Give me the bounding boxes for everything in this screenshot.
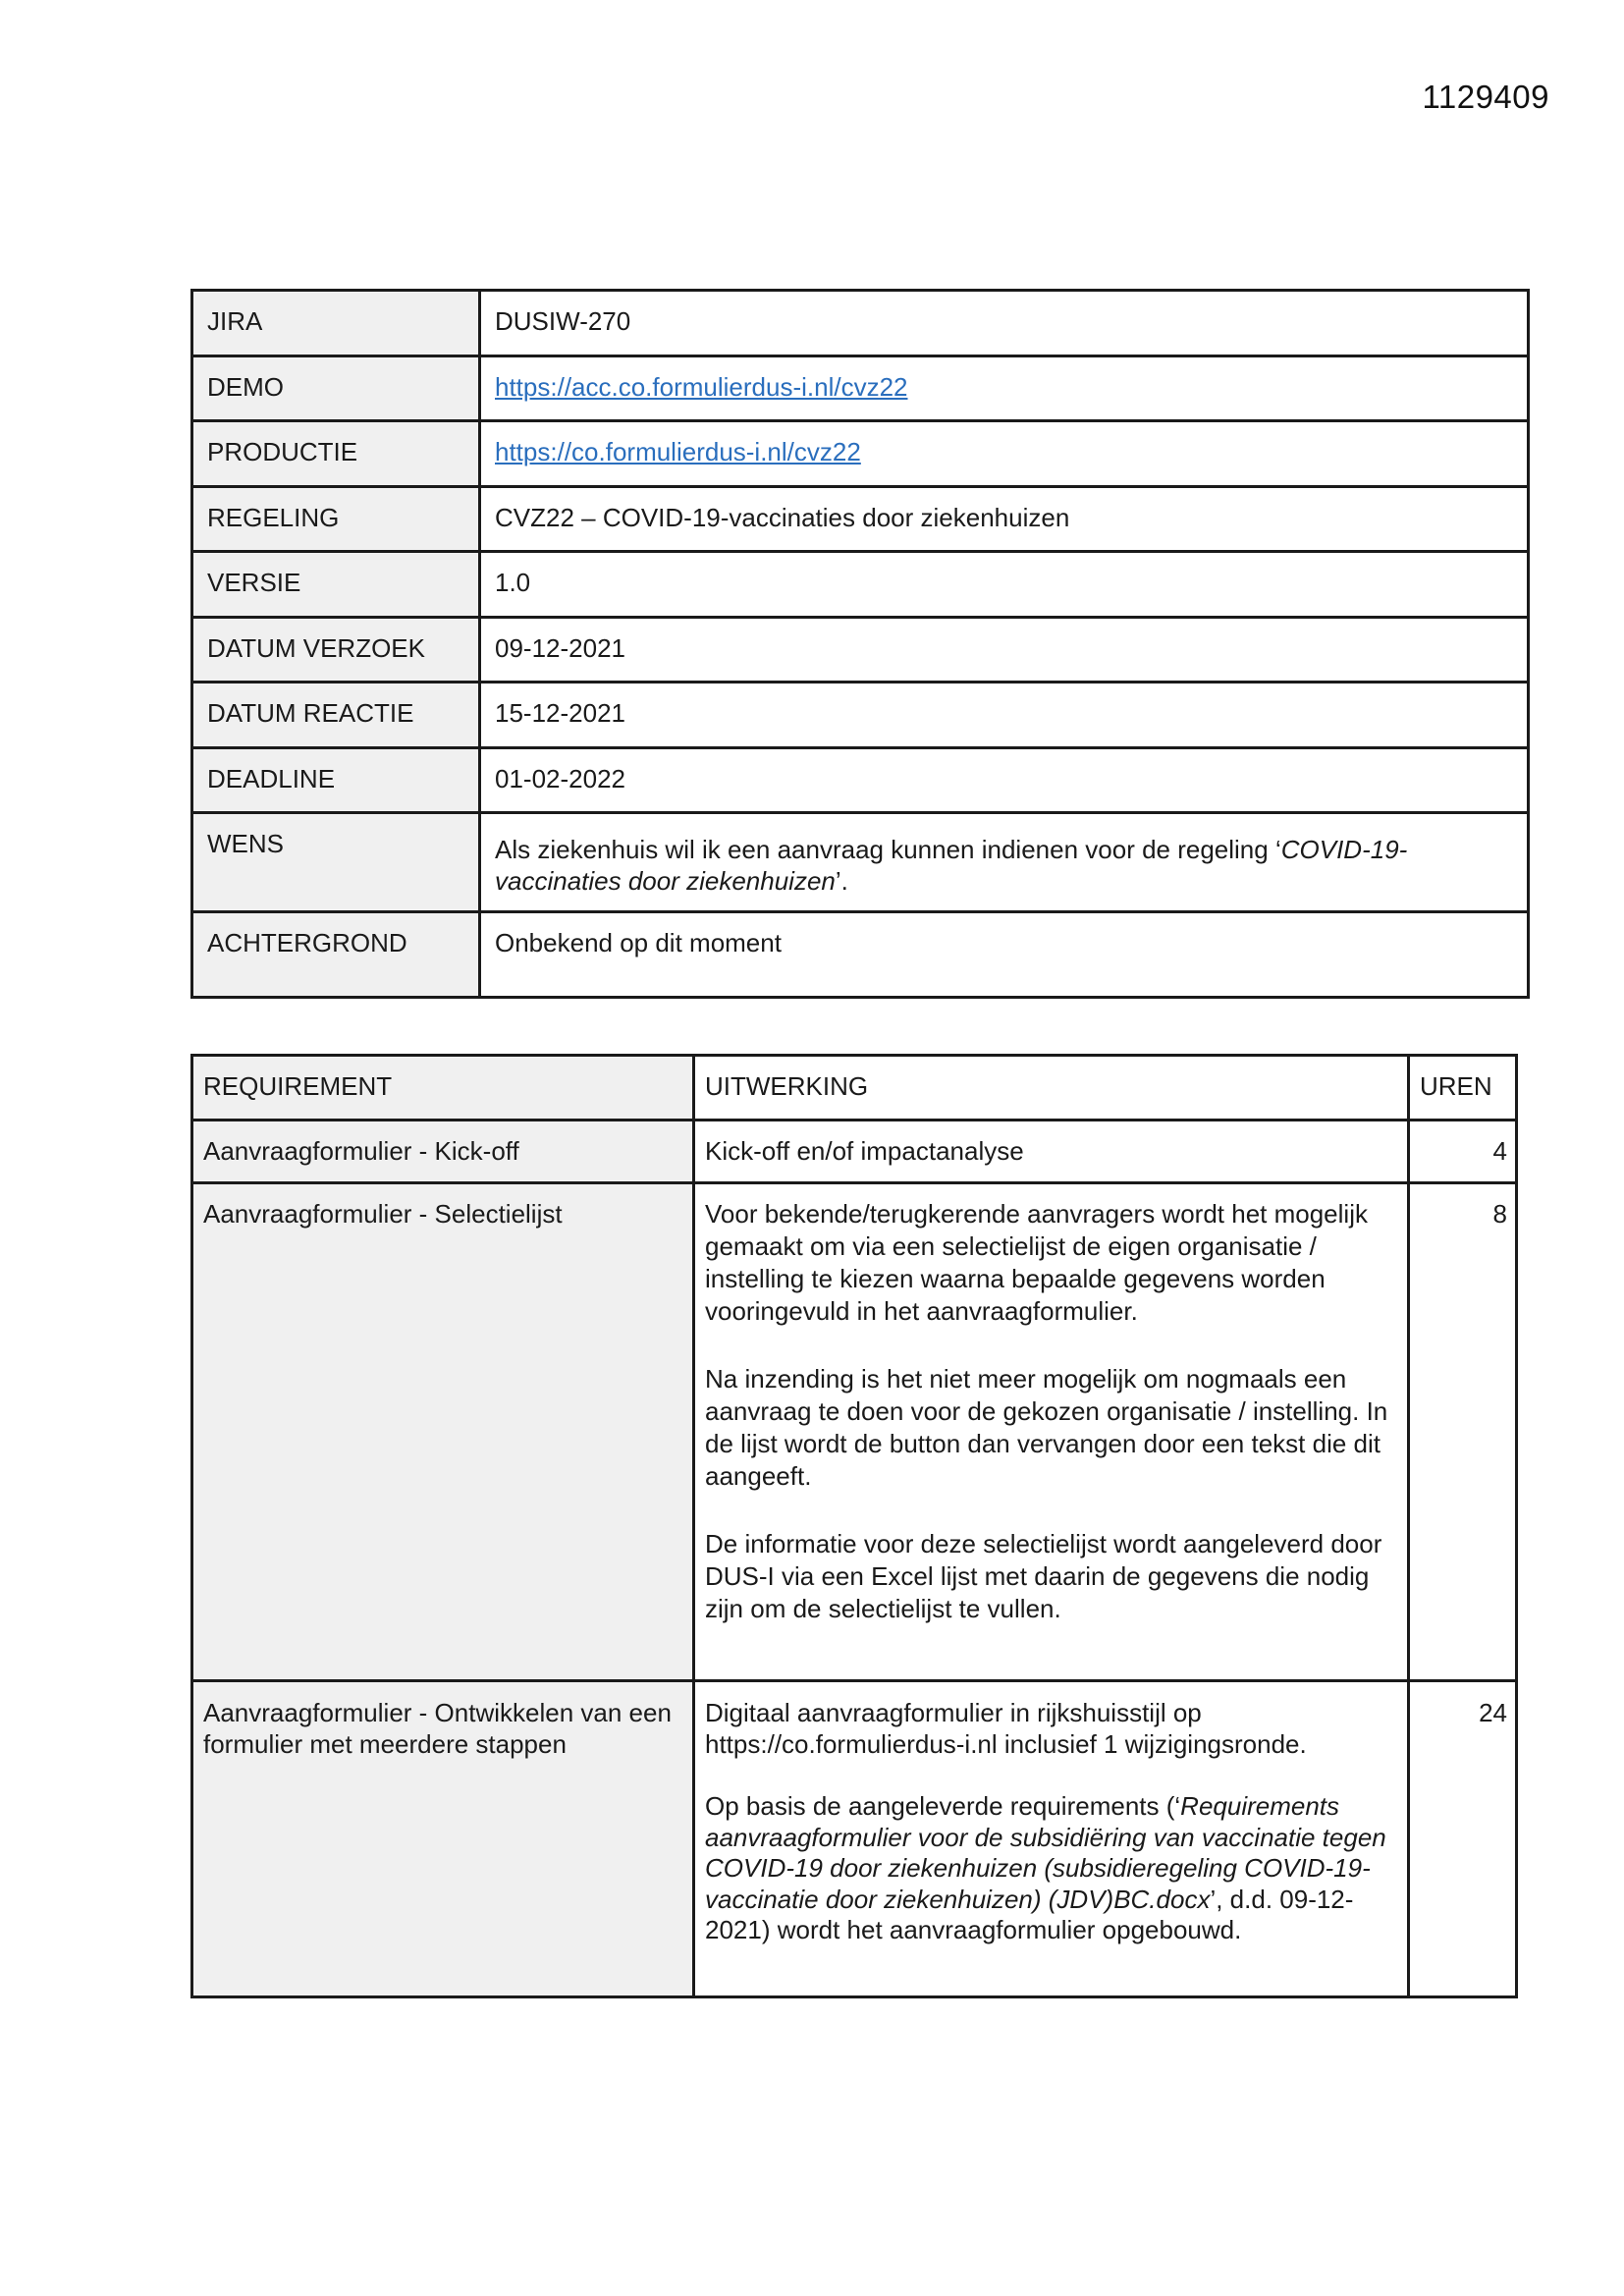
productie-link[interactable]: https://co.formulierdus-i.nl/cvz22 <box>495 437 861 466</box>
metadata-key: JIRA <box>192 291 480 356</box>
datum-reactie-value: 15-12-2021 <box>480 683 1529 748</box>
metadata-key: PRODUCTIE <box>192 421 480 487</box>
uitwerking-cell <box>694 1681 1409 1997</box>
requirement-cell: Aanvraagformulier - Ontwikkelen van een formulier met meerdere stappen <box>192 1681 694 1997</box>
uitwerking-cell: Kick-off en/of impactanalyse <box>694 1121 1409 1183</box>
metadata-row-datum-verzoek <box>192 617 1529 683</box>
requirement-cell: Aanvraagformulier - Selectielijst <box>192 1183 694 1681</box>
column-header-requirement: REQUIREMENT <box>192 1056 694 1121</box>
table-row <box>192 1121 1517 1183</box>
uitwerking-paragraph: De informatie voor deze selectielijst wordt aangeleverd door DUS-I via een Excel lijst met daarin de gegevens die nodig zijn om de selectielijst te vullen. <box>705 1529 1382 1623</box>
uren-cell: 24 <box>1409 1681 1517 1997</box>
paragraph-text-end: ’, d.d. 09-12-2021) wordt het aanvraagformulier opgebouwd. <box>705 1884 1354 1944</box>
metadata-value <box>480 355 1529 421</box>
document-number: 1129409 <box>1422 79 1549 115</box>
datum-verzoek-value: 09-12-2021 <box>480 617 1529 683</box>
regeling-value: CVZ22 – COVID-19-vaccinaties door ziekenhuizen <box>480 486 1529 552</box>
metadata-row-demo <box>192 355 1529 421</box>
jira-issue-value: DUSIW-270 <box>480 291 1529 356</box>
uitwerking-paragraph: Na inzending is het niet meer mogelijk om nogmaals een aanvraag te doen voor de gekozen organisatie / instelling. In de lijst wordt de button dan vervangen door een tekst die dit aangeeft. <box>705 1364 1388 1491</box>
uitwerking-cell <box>694 1183 1409 1681</box>
metadata-key: DEADLINE <box>192 747 480 813</box>
metadata-row-datum-reactie <box>192 683 1529 748</box>
metadata-key: DATUM REACTIE <box>192 683 480 748</box>
metadata-key: VERSIE <box>192 552 480 618</box>
column-header-uitwerking: UITWERKING <box>694 1056 1409 1121</box>
wens-regeling-name: COVID-19-vaccinaties door ziekenhuizen <box>495 835 1408 896</box>
requirement-cell: Aanvraagformulier - Kick-off <box>192 1121 694 1183</box>
table-row <box>192 1681 1517 1997</box>
table-row <box>192 1183 1517 1681</box>
metadata-table <box>190 289 1530 999</box>
metadata-row-jira <box>192 291 1529 356</box>
uren-cell: 4 <box>1409 1121 1517 1183</box>
requirements-document-name: Requirements aanvraagformulier voor de subsidiëring van vaccinatie tegen COVID-19 door ziekenhuizen (subsidieregeling COVID-19-vaccinatie door ziekenhuizen) (JDV)BC.docx <box>705 1791 1386 1914</box>
uren-cell: 8 <box>1409 1183 1517 1681</box>
metadata-key: DEMO <box>192 355 480 421</box>
requirements-header-row <box>192 1056 1517 1121</box>
paragraph-text: Op basis de aangeleverde requirements (‘ <box>705 1791 1181 1821</box>
metadata-row-productie <box>192 421 1529 487</box>
uitwerking-paragraph: Digitaal aanvraagformulier in rijkshuisstijl op https://co.formulierdus-i.nl inclusief 1 wijzigingsronde. <box>705 1698 1307 1759</box>
wens-text: Als ziekenhuis wil ik een aanvraag kunnen indienen voor de regeling ‘ <box>495 835 1281 864</box>
uitwerking-paragraph <box>705 1791 1395 1946</box>
versie-value: 1.0 <box>480 552 1529 618</box>
wens-text-end: ’. <box>835 866 848 896</box>
metadata-row-versie <box>192 552 1529 618</box>
metadata-row-deadline <box>192 747 1529 813</box>
metadata-key: WENS <box>192 813 480 912</box>
achtergrond-value: Onbekend op dit moment <box>480 912 1529 998</box>
requirements-table <box>190 1054 1518 1998</box>
metadata-row-wens <box>192 813 1529 912</box>
metadata-row-regeling <box>192 486 1529 552</box>
demo-link[interactable]: https://acc.co.formulierdus-i.nl/cvz22 <box>495 371 908 402</box>
metadata-value <box>480 421 1529 487</box>
metadata-key: REGELING <box>192 486 480 552</box>
metadata-key: DATUM VERZOEK <box>192 617 480 683</box>
metadata-key: ACHTERGROND <box>192 912 480 998</box>
metadata-row-achtergrond <box>192 912 1529 998</box>
deadline-value: 01-02-2022 <box>480 747 1529 813</box>
uitwerking-paragraph: Voor bekende/terugkerende aanvragers wordt het mogelijk gemaakt om via een selectielijst de eigen organisatie / instelling te kiezen waarna bepaalde gegevens worden vooringevuld in het aanvraagformulier. <box>705 1199 1368 1326</box>
column-header-uren: UREN <box>1409 1056 1517 1121</box>
wens-value <box>480 813 1529 912</box>
